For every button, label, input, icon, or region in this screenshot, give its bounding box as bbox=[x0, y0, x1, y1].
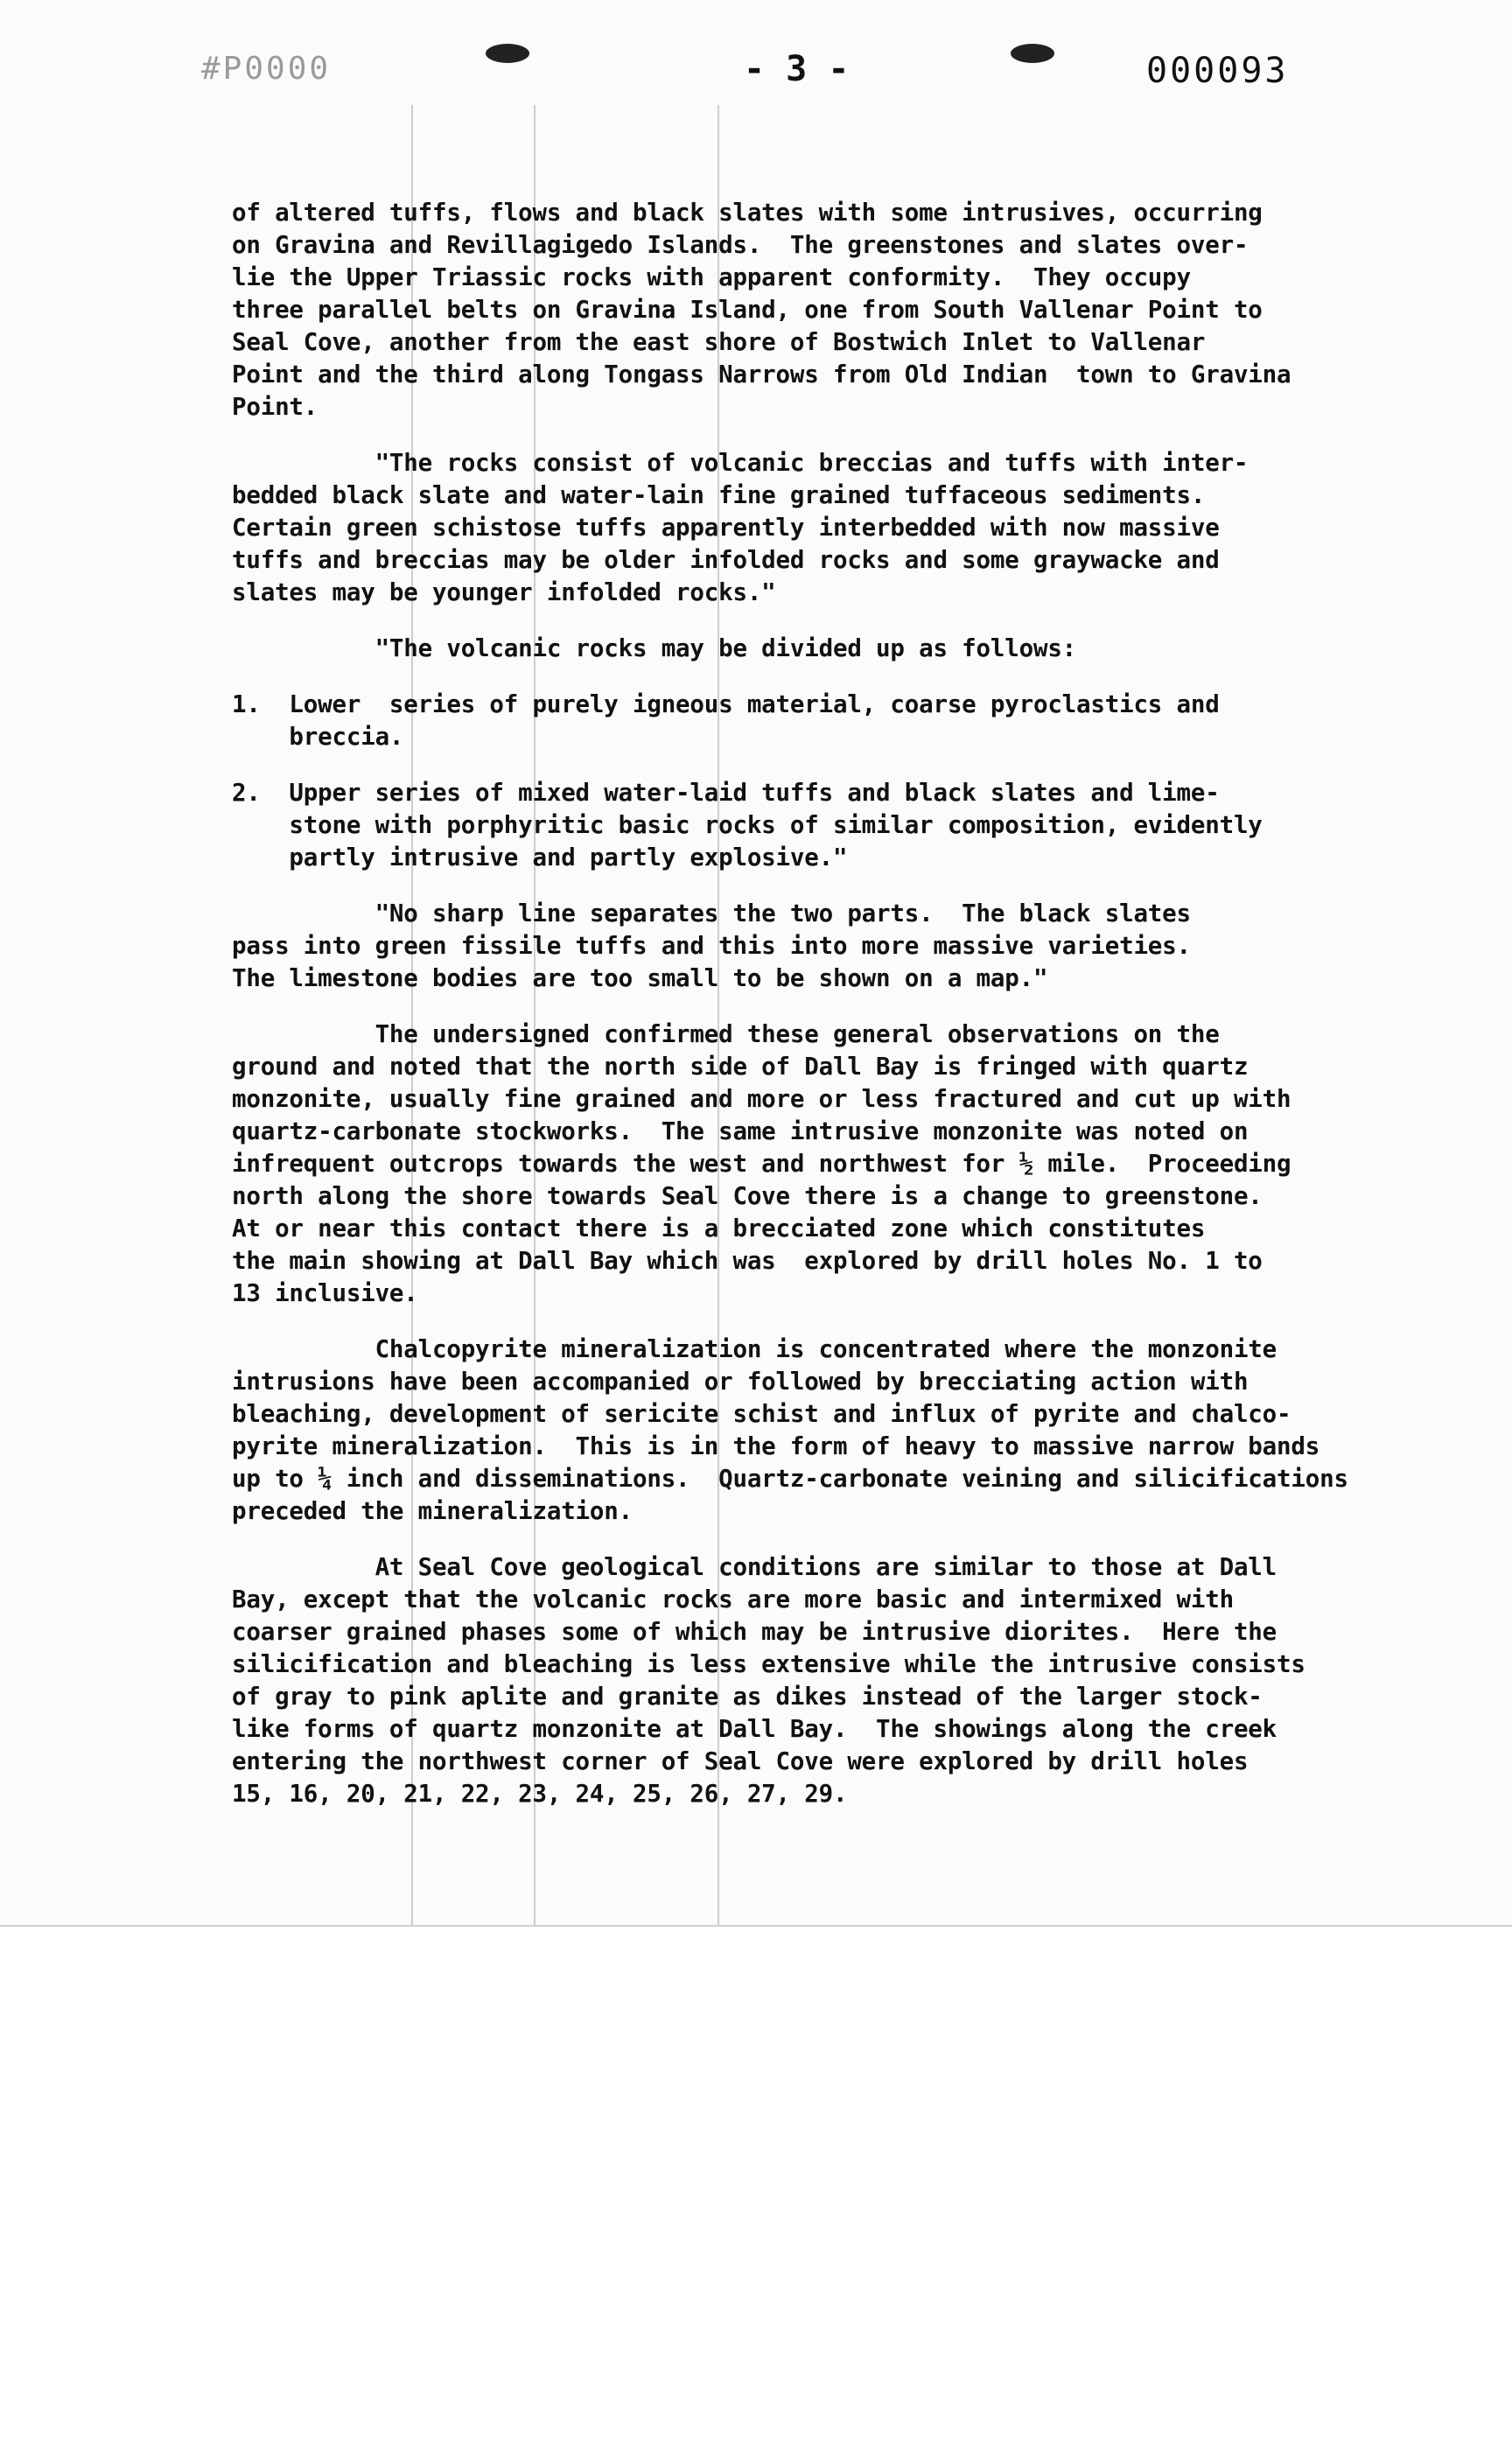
text-line: "The volcanic rocks may be divided up as follows: bbox=[232, 634, 1077, 662]
paragraph bbox=[232, 1018, 1474, 1310]
page-number: - 3 - bbox=[744, 49, 850, 89]
text-line: silicification and bleaching is less extensive while the intrusive consists bbox=[232, 1650, 1306, 1678]
document-number-stamp: 000093 bbox=[1146, 51, 1289, 91]
text-line: Seal Cove, another from the east shore of Bostwich Inlet to Vallenar bbox=[232, 328, 1206, 356]
text-line: of gray to pink aplite and granite as dikes instead of the larger stock- bbox=[232, 1683, 1263, 1711]
text-line: "The rocks consist of volcanic breccias and tuffs with inter- bbox=[232, 449, 1249, 477]
text-line: At Seal Cove geological conditions are similar to those at Dall bbox=[232, 1553, 1278, 1581]
text-line: The limestone bodies are too small to be shown on a map." bbox=[232, 964, 1048, 992]
text-line: breccia. bbox=[232, 723, 404, 751]
text-line: intrusions have been accompanied or followed by brecciating action with bbox=[232, 1368, 1249, 1396]
text-line: lie the Upper Triassic rocks with apparent conformity. They occupy bbox=[232, 263, 1191, 291]
paragraph bbox=[232, 1551, 1474, 1810]
text-line: coarser grained phases some of which may be intrusive diorites. Here the bbox=[232, 1618, 1278, 1646]
text-line: stone with porphyritic basic rocks of similar composition, evidently bbox=[232, 811, 1263, 839]
text-line: tuffs and breccias may be older infolded rocks and some graywacke and bbox=[232, 546, 1220, 574]
text-line: The undersigned confirmed these general observations on the bbox=[232, 1020, 1220, 1048]
text-line: Chalcopyrite mineralization is concentrated where the monzonite bbox=[232, 1335, 1278, 1363]
paragraph bbox=[232, 689, 1474, 753]
text-line: partly intrusive and partly explosive." bbox=[232, 844, 848, 872]
text-line: slates may be younger infolded rocks." bbox=[232, 578, 776, 606]
paragraph bbox=[232, 898, 1474, 995]
text-line: 2. Upper series of mixed water-laid tuffs and black slates and lime- bbox=[232, 779, 1220, 807]
text-line: pyrite mineralization. This is in the form of heavy to massive narrow bands bbox=[232, 1432, 1320, 1460]
left-stamp: #P0000 bbox=[201, 51, 332, 87]
document-body bbox=[232, 197, 1474, 1834]
text-line: monzonite, usually fine grained and more or less fractured and cut up with bbox=[232, 1085, 1292, 1113]
text-line: infrequent outcrops towards the west and northwest for ½ mile. Proceeding bbox=[232, 1150, 1292, 1178]
text-line: Point. bbox=[232, 393, 318, 421]
paragraph bbox=[232, 197, 1474, 424]
text-line: north along the shore towards Seal Cove there is a change to greenstone. bbox=[232, 1182, 1263, 1210]
text-line: Certain green schistose tuffs apparently interbedded with now massive bbox=[232, 514, 1220, 542]
paragraph bbox=[232, 1334, 1474, 1528]
text-line: on Gravina and Revillagigedo Islands. The greenstones and slates over- bbox=[232, 231, 1249, 259]
paragraph bbox=[232, 633, 1474, 665]
text-line: Bay, except that the volcanic rocks are more basic and intermixed with bbox=[232, 1586, 1234, 1614]
paragraph bbox=[232, 777, 1474, 874]
text-line: bedded black slate and water-lain fine grained tuffaceous sediments. bbox=[232, 481, 1206, 509]
text-line: the main showing at Dall Bay which was explored by drill holes No. 1 to bbox=[232, 1247, 1263, 1275]
paragraph bbox=[232, 447, 1474, 609]
text-line: 15, 16, 20, 21, 22, 23, 24, 25, 26, 27, 29. bbox=[232, 1780, 848, 1808]
text-line: bleaching, development of sericite schist and influx of pyrite and chalco- bbox=[232, 1400, 1292, 1428]
text-line: 13 inclusive. bbox=[232, 1279, 418, 1307]
punch-hole-icon bbox=[1011, 44, 1054, 63]
text-line: of altered tuffs, flows and black slates with some intrusives, occurring bbox=[232, 199, 1263, 227]
text-line: "No sharp line separates the two parts. The black slates bbox=[232, 900, 1191, 928]
page-bottom-edge bbox=[0, 1925, 1512, 1927]
text-line: pass into green fissile tuffs and this into more massive varieties. bbox=[232, 932, 1191, 960]
text-line: like forms of quartz monzonite at Dall Bay. The showings along the creek bbox=[232, 1715, 1278, 1743]
punch-hole-icon bbox=[486, 44, 529, 63]
text-line: ground and noted that the north side of Dall Bay is fringed with quartz bbox=[232, 1053, 1249, 1081]
text-line: quartz-carbonate stockworks. The same intrusive monzonite was noted on bbox=[232, 1117, 1249, 1145]
text-line: preceded the mineralization. bbox=[232, 1497, 633, 1525]
text-line: At or near this contact there is a brecciated zone which constitutes bbox=[232, 1214, 1206, 1242]
text-line: Point and the third along Tongass Narrows from Old Indian town to Gravina bbox=[232, 360, 1292, 388]
text-line: entering the northwest corner of Seal Cove were explored by drill holes bbox=[232, 1747, 1249, 1775]
text-line: three parallel belts on Gravina Island, one from South Vallenar Point to bbox=[232, 296, 1263, 324]
text-line: up to ¼ inch and disseminations. Quartz-carbonate veining and silicifications bbox=[232, 1465, 1348, 1493]
text-line: 1. Lower series of purely igneous material, coarse pyroclastics and bbox=[232, 690, 1220, 718]
page-header bbox=[0, 44, 1512, 105]
